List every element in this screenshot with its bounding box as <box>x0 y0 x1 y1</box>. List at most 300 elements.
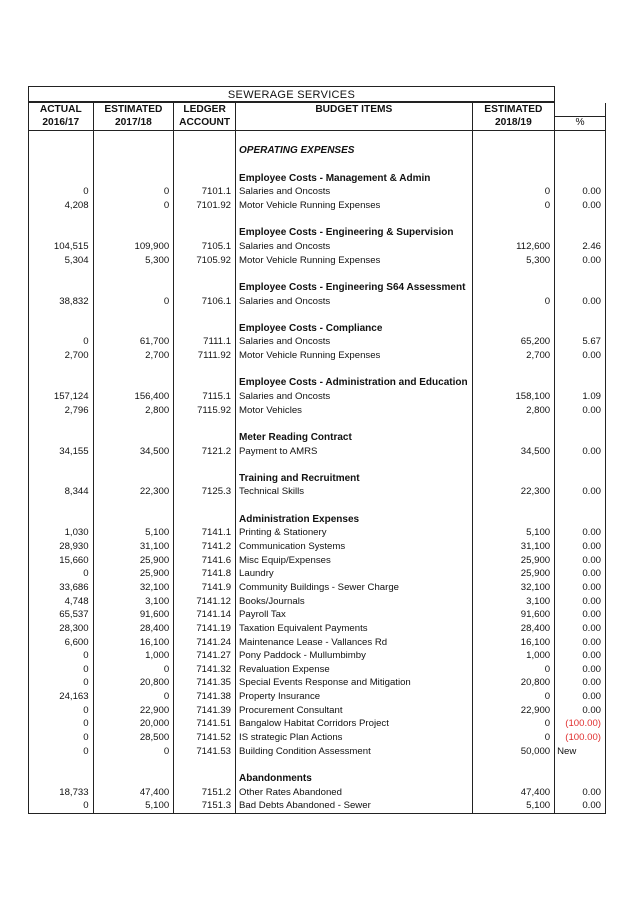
estimated-1819-cell: 5,100 <box>472 799 555 813</box>
estimated-1718-cell: 91,600 <box>93 608 174 622</box>
empty-cell <box>29 130 94 144</box>
estimated-1718-cell: 25,900 <box>93 553 174 567</box>
empty-cell <box>555 267 606 281</box>
actual-cell: 104,515 <box>29 240 94 254</box>
ledger-cell: 7111.92 <box>174 349 236 363</box>
section-heading: Employee Costs - Administration and Education <box>236 376 473 390</box>
actual-cell: 157,124 <box>29 390 94 404</box>
empty-cell <box>93 226 174 240</box>
actual-cell: 18,733 <box>29 785 94 799</box>
table-row <box>29 594 606 608</box>
table-row <box>29 649 606 663</box>
empty-cell <box>93 431 174 445</box>
budget-item-cell: Taxation Equivalent Payments <box>236 622 473 636</box>
percent-cell: 0.00 <box>555 553 606 567</box>
ledger-cell: 7141.8 <box>174 567 236 581</box>
header-percent: % <box>555 116 606 130</box>
estimated-1819-cell: 22,300 <box>472 485 555 499</box>
empty-cell <box>555 144 606 158</box>
actual-cell: 4,748 <box>29 594 94 608</box>
actual-cell: 0 <box>29 649 94 663</box>
budget-item-cell: IS strategic Plan Actions <box>236 731 473 745</box>
estimated-1819-cell: 31,100 <box>472 540 555 554</box>
table-row <box>29 690 606 704</box>
empty-cell <box>472 362 555 376</box>
empty-cell <box>29 512 94 526</box>
actual-cell: 0 <box>29 799 94 813</box>
spacer-row <box>29 267 606 281</box>
empty-cell <box>174 321 236 335</box>
budget-item-cell: Payment to AMRS <box>236 444 473 458</box>
estimated-1718-cell: 0 <box>93 744 174 758</box>
percent-cell: 0.00 <box>555 253 606 267</box>
budget-item-cell: Maintenance Lease - Vallances Rd <box>236 635 473 649</box>
estimated-1819-cell: 28,400 <box>472 622 555 636</box>
percent-cell: 0.00 <box>555 676 606 690</box>
estimated-1819-cell: 1,000 <box>472 649 555 663</box>
empty-cell <box>93 417 174 431</box>
empty-cell <box>472 321 555 335</box>
header-pct-blank <box>555 103 606 117</box>
ledger-cell: 7141.19 <box>174 622 236 636</box>
spacer-row <box>29 212 606 226</box>
budget-item-cell: Property Insurance <box>236 690 473 704</box>
percent-cell: 0.00 <box>555 294 606 308</box>
empty-cell <box>555 431 606 445</box>
table-row <box>29 526 606 540</box>
actual-cell: 15,660 <box>29 553 94 567</box>
actual-cell: 28,930 <box>29 540 94 554</box>
header-ledger: LEDGER <box>174 103 236 117</box>
budget-item-cell: Salaries and Oncosts <box>236 390 473 404</box>
budget-item-cell: Printing & Stationery <box>236 526 473 540</box>
empty-cell <box>555 472 606 486</box>
empty-cell <box>174 226 236 240</box>
empty-cell <box>174 171 236 185</box>
empty-cell <box>93 144 174 158</box>
percent-cell: 0.00 <box>555 785 606 799</box>
empty-cell <box>555 158 606 172</box>
empty-cell <box>472 171 555 185</box>
estimated-1718-cell: 47,400 <box>93 785 174 799</box>
estimated-1819-cell: 158,100 <box>472 390 555 404</box>
table-row <box>29 662 606 676</box>
empty-cell <box>555 758 606 772</box>
actual-cell: 33,686 <box>29 581 94 595</box>
table-row <box>29 703 606 717</box>
empty-cell <box>93 267 174 281</box>
table-row <box>29 294 606 308</box>
empty-cell <box>472 431 555 445</box>
percent-cell: 0.00 <box>555 567 606 581</box>
empty-cell <box>174 144 236 158</box>
empty-cell <box>93 362 174 376</box>
empty-cell <box>93 772 174 786</box>
actual-cell: 2,700 <box>29 349 94 363</box>
actual-cell: 0 <box>29 731 94 745</box>
empty-cell <box>174 362 236 376</box>
budget-item-cell: Salaries and Oncosts <box>236 185 473 199</box>
actual-cell: 65,537 <box>29 608 94 622</box>
percent-cell: 0.00 <box>555 690 606 704</box>
ledger-cell: 7141.24 <box>174 635 236 649</box>
estimated-1819-cell: 16,100 <box>472 635 555 649</box>
empty-cell <box>236 212 473 226</box>
section-heading: Employee Costs - Management & Admin <box>236 171 473 185</box>
empty-cell <box>174 512 236 526</box>
empty-cell <box>236 267 473 281</box>
actual-cell: 2,796 <box>29 403 94 417</box>
estimated-1718-cell: 28,400 <box>93 622 174 636</box>
empty-cell <box>174 376 236 390</box>
header-estimated-1819: ESTIMATED <box>472 103 555 117</box>
estimated-1819-cell: 0 <box>472 294 555 308</box>
empty-cell <box>29 267 94 281</box>
estimated-1819-cell: 20,800 <box>472 676 555 690</box>
section-row <box>29 171 606 185</box>
budget-item-cell: Salaries and Oncosts <box>236 335 473 349</box>
actual-cell: 0 <box>29 662 94 676</box>
table-row <box>29 635 606 649</box>
empty-cell <box>29 458 94 472</box>
estimated-1819-cell: 22,900 <box>472 703 555 717</box>
table-row <box>29 253 606 267</box>
section-heading: Employee Costs - Compliance <box>236 321 473 335</box>
estimated-1718-cell: 5,100 <box>93 799 174 813</box>
percent-cell: 0.00 <box>555 403 606 417</box>
section-row <box>29 376 606 390</box>
empty-cell <box>93 472 174 486</box>
percent-cell: 0.00 <box>555 635 606 649</box>
empty-cell <box>472 758 555 772</box>
estimated-1718-cell: 3,100 <box>93 594 174 608</box>
budget-item-cell: Books/Journals <box>236 594 473 608</box>
empty-cell <box>555 130 606 144</box>
empty-cell <box>174 431 236 445</box>
empty-cell <box>29 376 94 390</box>
spacer-row <box>29 308 606 322</box>
empty-cell <box>472 512 555 526</box>
section-row <box>29 431 606 445</box>
percent-cell: 0.00 <box>555 444 606 458</box>
estimated-1718-cell: 0 <box>93 294 174 308</box>
empty-cell <box>29 772 94 786</box>
empty-cell <box>236 362 473 376</box>
empty-cell <box>472 144 555 158</box>
percent-cell: 2.46 <box>555 240 606 254</box>
percent-cell: 5.67 <box>555 335 606 349</box>
empty-cell <box>236 499 473 513</box>
section-heading: Meter Reading Contract <box>236 431 473 445</box>
empty-cell <box>555 171 606 185</box>
estimated-1819-cell: 25,900 <box>472 567 555 581</box>
ledger-cell: 7141.6 <box>174 553 236 567</box>
estimated-1718-cell: 25,900 <box>93 567 174 581</box>
group-heading: OPERATING EXPENSES <box>236 144 473 158</box>
empty-cell <box>29 362 94 376</box>
section-heading: Administration Expenses <box>236 512 473 526</box>
estimated-1718-cell: 0 <box>93 690 174 704</box>
estimated-1819-cell: 0 <box>472 185 555 199</box>
estimated-1819-cell: 5,300 <box>472 253 555 267</box>
percent-cell: 0.00 <box>555 622 606 636</box>
sheet-title: SEWERAGE SERVICES <box>28 86 555 102</box>
actual-cell: 1,030 <box>29 526 94 540</box>
empty-cell <box>174 417 236 431</box>
estimated-1819-cell: 0 <box>472 662 555 676</box>
empty-cell <box>472 499 555 513</box>
estimated-1819-cell: 65,200 <box>472 335 555 349</box>
budget-item-cell: Salaries and Oncosts <box>236 240 473 254</box>
empty-cell <box>93 158 174 172</box>
empty-cell <box>93 376 174 390</box>
empty-cell <box>472 267 555 281</box>
ledger-cell: 7151.2 <box>174 785 236 799</box>
empty-cell <box>29 417 94 431</box>
estimated-1819-cell: 91,600 <box>472 608 555 622</box>
estimated-1819-cell: 2,700 <box>472 349 555 363</box>
empty-cell <box>29 171 94 185</box>
table-row <box>29 799 606 813</box>
empty-cell <box>93 281 174 295</box>
empty-cell <box>29 472 94 486</box>
estimated-1718-cell: 5,100 <box>93 526 174 540</box>
table-row <box>29 403 606 417</box>
empty-cell <box>472 281 555 295</box>
section-row <box>29 472 606 486</box>
empty-cell <box>555 362 606 376</box>
budget-item-cell: Motor Vehicle Running Expenses <box>236 253 473 267</box>
spacer-row <box>29 158 606 172</box>
budget-item-cell: Communication Systems <box>236 540 473 554</box>
ledger-cell: 7141.32 <box>174 662 236 676</box>
percent-cell: 0.00 <box>555 608 606 622</box>
actual-cell: 0 <box>29 744 94 758</box>
empty-cell <box>472 212 555 226</box>
ledger-cell: 7151.3 <box>174 799 236 813</box>
spacer-row <box>29 458 606 472</box>
header-ledger-account: ACCOUNT <box>174 116 236 130</box>
ledger-cell: 7141.14 <box>174 608 236 622</box>
estimated-1819-cell: 3,100 <box>472 594 555 608</box>
empty-cell <box>93 308 174 322</box>
estimated-1718-cell: 34,500 <box>93 444 174 458</box>
empty-cell <box>174 212 236 226</box>
empty-cell <box>555 772 606 786</box>
empty-cell <box>472 472 555 486</box>
estimated-1819-cell: 47,400 <box>472 785 555 799</box>
percent-cell: 0.00 <box>555 703 606 717</box>
percent-cell: (100.00) <box>555 731 606 745</box>
section-heading: Training and Recruitment <box>236 472 473 486</box>
estimated-1718-cell: 1,000 <box>93 649 174 663</box>
ledger-cell: 7125.3 <box>174 485 236 499</box>
estimated-1718-cell: 2,800 <box>93 403 174 417</box>
ledger-cell: 7105.92 <box>174 253 236 267</box>
percent-cell: New <box>555 744 606 758</box>
ledger-cell: 7141.38 <box>174 690 236 704</box>
actual-cell: 28,300 <box>29 622 94 636</box>
header-budget-items: BUDGET ITEMS <box>236 103 473 117</box>
section-row <box>29 772 606 786</box>
ledger-cell: 7115.92 <box>174 403 236 417</box>
ledger-cell: 7105.1 <box>174 240 236 254</box>
budget-table <box>28 102 606 814</box>
ledger-cell: 7141.52 <box>174 731 236 745</box>
table-row <box>29 390 606 404</box>
ledger-cell: 7141.9 <box>174 581 236 595</box>
budget-item-cell: Other Rates Abandoned <box>236 785 473 799</box>
empty-cell <box>472 458 555 472</box>
empty-cell <box>174 472 236 486</box>
empty-cell <box>29 321 94 335</box>
estimated-1718-cell: 20,800 <box>93 676 174 690</box>
estimated-1819-cell: 0 <box>472 717 555 731</box>
budget-item-cell: Motor Vehicles <box>236 403 473 417</box>
empty-cell <box>472 772 555 786</box>
table-row <box>29 485 606 499</box>
percent-cell: 0.00 <box>555 594 606 608</box>
estimated-1718-cell: 0 <box>93 185 174 199</box>
section-heading: Employee Costs - Engineering & Supervision <box>236 226 473 240</box>
actual-cell: 0 <box>29 703 94 717</box>
spacer-row <box>29 499 606 513</box>
percent-cell: 0.00 <box>555 185 606 199</box>
header-estimated-1718: ESTIMATED <box>93 103 174 117</box>
percent-cell: 0.00 <box>555 526 606 540</box>
budget-item-cell: Procurement Consultant <box>236 703 473 717</box>
empty-cell <box>93 458 174 472</box>
ledger-cell: 7115.1 <box>174 390 236 404</box>
empty-cell <box>174 308 236 322</box>
ledger-cell: 7101.92 <box>174 199 236 213</box>
percent-cell: 1.09 <box>555 390 606 404</box>
estimated-1718-cell: 2,700 <box>93 349 174 363</box>
budget-item-cell: Salaries and Oncosts <box>236 294 473 308</box>
empty-cell <box>29 212 94 226</box>
empty-cell <box>29 431 94 445</box>
empty-cell <box>93 212 174 226</box>
actual-cell: 34,155 <box>29 444 94 458</box>
actual-cell: 8,344 <box>29 485 94 499</box>
empty-cell <box>555 212 606 226</box>
percent-cell: 0.00 <box>555 649 606 663</box>
percent-cell: (100.00) <box>555 717 606 731</box>
empty-cell <box>472 376 555 390</box>
estimated-1718-cell: 20,000 <box>93 717 174 731</box>
ledger-cell: 7141.2 <box>174 540 236 554</box>
spacer-row <box>29 417 606 431</box>
table-row <box>29 553 606 567</box>
empty-cell <box>174 458 236 472</box>
empty-cell <box>29 158 94 172</box>
percent-cell: 0.00 <box>555 662 606 676</box>
actual-cell: 0 <box>29 676 94 690</box>
empty-cell <box>29 144 94 158</box>
table-row <box>29 185 606 199</box>
ledger-cell: 7111.1 <box>174 335 236 349</box>
ledger-cell: 7101.1 <box>174 185 236 199</box>
empty-cell <box>236 158 473 172</box>
empty-cell <box>555 417 606 431</box>
empty-cell <box>93 321 174 335</box>
actual-cell: 6,600 <box>29 635 94 649</box>
actual-cell: 5,304 <box>29 253 94 267</box>
actual-cell: 0 <box>29 185 94 199</box>
ledger-cell: 7141.12 <box>174 594 236 608</box>
empty-cell <box>29 281 94 295</box>
table-row <box>29 785 606 799</box>
estimated-1819-cell: 0 <box>472 731 555 745</box>
estimated-1819-cell: 50,000 <box>472 744 555 758</box>
table-row <box>29 540 606 554</box>
empty-cell <box>236 458 473 472</box>
empty-cell <box>174 130 236 144</box>
table-row <box>29 240 606 254</box>
empty-cell <box>555 281 606 295</box>
empty-cell <box>555 512 606 526</box>
header-budget-items-blank <box>236 116 473 130</box>
empty-cell <box>174 281 236 295</box>
budget-item-cell: Community Buildings - Sewer Charge <box>236 581 473 595</box>
budget-item-cell: Motor Vehicle Running Expenses <box>236 349 473 363</box>
estimated-1819-cell: 2,800 <box>472 403 555 417</box>
section-row <box>29 281 606 295</box>
empty-cell <box>29 499 94 513</box>
empty-cell <box>174 158 236 172</box>
header-estimated-1819-year: 2018/19 <box>472 116 555 130</box>
table-row <box>29 567 606 581</box>
section-heading: Abandonments <box>236 772 473 786</box>
spacer-row <box>29 362 606 376</box>
estimated-1819-cell: 112,600 <box>472 240 555 254</box>
table-row <box>29 608 606 622</box>
budget-item-cell: Technical Skills <box>236 485 473 499</box>
estimated-1718-cell: 28,500 <box>93 731 174 745</box>
ledger-cell: 7106.1 <box>174 294 236 308</box>
empty-cell <box>29 758 94 772</box>
empty-cell <box>93 499 174 513</box>
empty-cell <box>555 376 606 390</box>
table-row <box>29 622 606 636</box>
budget-item-cell: Misc Equip/Expenses <box>236 553 473 567</box>
empty-cell <box>555 308 606 322</box>
empty-cell <box>29 308 94 322</box>
actual-cell: 38,832 <box>29 294 94 308</box>
estimated-1718-cell: 5,300 <box>93 253 174 267</box>
percent-cell: 0.00 <box>555 349 606 363</box>
estimated-1718-cell: 156,400 <box>93 390 174 404</box>
estimated-1819-cell: 0 <box>472 199 555 213</box>
empty-cell <box>29 226 94 240</box>
ledger-cell: 7141.51 <box>174 717 236 731</box>
percent-cell: 0.00 <box>555 581 606 595</box>
ledger-cell: 7141.53 <box>174 744 236 758</box>
budget-item-cell: Building Condition Assessment <box>236 744 473 758</box>
section-row <box>29 512 606 526</box>
ledger-cell: 7141.39 <box>174 703 236 717</box>
actual-cell: 0 <box>29 717 94 731</box>
estimated-1819-cell: 0 <box>472 690 555 704</box>
header-actual-year: 2016/17 <box>29 116 94 130</box>
estimated-1819-cell: 34,500 <box>472 444 555 458</box>
table-row <box>29 444 606 458</box>
empty-cell <box>236 417 473 431</box>
percent-cell: 0.00 <box>555 485 606 499</box>
empty-cell <box>174 758 236 772</box>
estimated-1819-cell: 5,100 <box>472 526 555 540</box>
table-row <box>29 731 606 745</box>
